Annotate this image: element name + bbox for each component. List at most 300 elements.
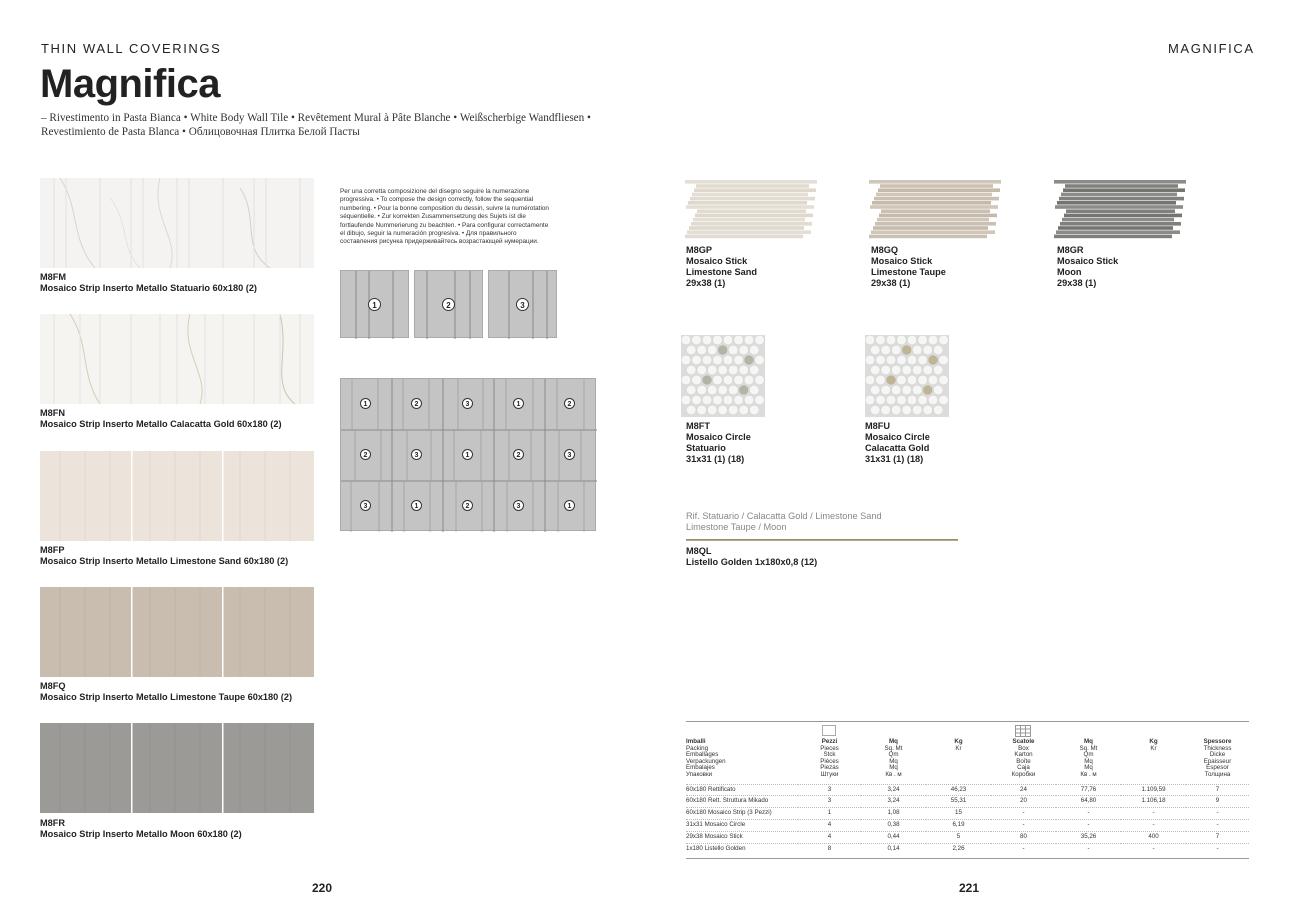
instruction-line: séquentielle. • Zur korrekten Zusammensetzung des Sujets ist die <box>340 213 526 221</box>
circle-chip <box>870 385 880 395</box>
header-packing: Imballi Packing Emballages Verpackungen Embalajes Упаковки <box>686 738 726 778</box>
circle-chip <box>939 395 949 405</box>
circle-chip <box>891 365 901 375</box>
circle-chip <box>881 405 891 415</box>
instruction-line: numbering. • Pour la bonne composition du dessin, suivre la numérotation <box>340 204 549 212</box>
circle-chip <box>865 335 875 345</box>
circle-chip <box>928 335 938 345</box>
grid-number: 3 <box>564 449 575 460</box>
circle-chip <box>718 365 728 375</box>
limestone-sand-strip-image <box>40 451 314 541</box>
table-cell: 2,26 <box>926 843 991 854</box>
grid-number: 2 <box>360 449 371 460</box>
mosaic-circle-image <box>681 335 765 417</box>
circle-chip <box>713 335 723 345</box>
table-cell: - <box>991 819 1056 831</box>
circle-chip <box>692 375 702 385</box>
circle-chip <box>912 405 922 415</box>
circle-chip <box>749 385 759 395</box>
product-line: Limestone Sand <box>686 267 757 277</box>
circle-chip <box>713 375 723 385</box>
circle-chip <box>912 345 922 355</box>
moon-strip-image <box>40 723 314 813</box>
circle-chip <box>697 385 707 395</box>
sequence-diagram-top <box>340 270 557 338</box>
grid-number: 3 <box>411 449 422 460</box>
circle-chip <box>739 385 749 395</box>
stick-strip <box>874 197 999 201</box>
stick-strip <box>696 184 809 188</box>
circle-chip <box>912 365 922 375</box>
product-line: Mosaico Circle <box>865 432 930 442</box>
table-cell: 4 <box>798 831 861 843</box>
grid-number: 2 <box>513 449 524 460</box>
instruction-line: составления рисунка придерживайтесь возрастающей нумерации. <box>340 238 539 246</box>
calacatta-strip-image <box>40 314 314 404</box>
circle-chip <box>897 375 907 385</box>
circle-chip <box>939 355 949 365</box>
instruction-line: progressiva. • To compose the design correctly, follow the sequential <box>340 196 534 204</box>
circle-chip <box>707 385 717 395</box>
circle-chip <box>912 385 922 395</box>
stick-strip <box>692 193 808 197</box>
circle-chip <box>681 395 691 405</box>
circle-chip <box>734 355 744 365</box>
circle-chip <box>692 395 702 405</box>
grid-number: 1 <box>462 449 473 460</box>
circle-chip <box>718 405 728 415</box>
circle-chip <box>876 355 886 365</box>
table-cell: 46,23 <box>926 784 991 796</box>
table-cell: 31x31 Mosaico Circle <box>686 819 798 831</box>
product-line: Limestone Taupe <box>871 267 946 277</box>
header-pieces: Pezzi Pieces Stck Pièces Piezas Штуки <box>820 738 839 778</box>
circle-chip <box>755 355 765 365</box>
subtitle <box>41 111 641 139</box>
circle-chip <box>902 365 912 375</box>
table-row <box>686 796 1249 808</box>
product-code: M8FR <box>40 818 66 828</box>
product-name: Mosaico Strip Inserto Metallo Moon 60x180 (2) <box>40 829 242 839</box>
circle-chip <box>918 335 928 345</box>
circle-chip <box>918 375 928 385</box>
circle-chip <box>897 395 907 405</box>
mosaic-circle-image <box>865 335 949 417</box>
circle-chip <box>755 375 765 385</box>
header-sqm: Mq Sq. Mt Qm Mq Mq Кв . м <box>884 738 903 778</box>
header-kg-box: Kg Kr <box>1149 738 1158 752</box>
circle-chip <box>881 345 891 355</box>
circle-chip <box>876 395 886 405</box>
product-image-m8fp <box>40 451 314 541</box>
table-cell: 1,08 <box>861 808 926 820</box>
table-cell: - <box>1056 819 1121 831</box>
brand-header: MAGNIFICA <box>1168 41 1255 56</box>
circle-chip <box>923 345 933 355</box>
table-cell: 3 <box>798 784 861 796</box>
product-image-m8fn <box>40 314 314 404</box>
statuario-strip-image <box>40 178 314 268</box>
table-cell: 7 <box>1186 784 1249 796</box>
stick-strip <box>1059 197 1184 201</box>
page-number-right: 221 <box>959 881 980 895</box>
circle-chip <box>886 375 896 385</box>
table-cell: 3 <box>798 796 861 808</box>
product-line: Moon <box>1057 267 1082 277</box>
table-top-rule <box>686 721 1249 722</box>
table-cell: - <box>1186 819 1249 831</box>
stick-strip <box>878 188 1000 192</box>
stick-strip <box>875 222 996 226</box>
table-cell: 35,26 <box>1056 831 1121 843</box>
grid-number: 1 <box>411 500 422 511</box>
circle-chip <box>702 375 712 385</box>
circle-chip <box>902 405 912 415</box>
table-cell: 24 <box>991 784 1056 796</box>
circle-chip <box>702 355 712 365</box>
page-title: Magnifica <box>40 62 220 106</box>
table-cell: 1x180 Listello Golden <box>686 843 798 854</box>
stick-strip <box>869 235 987 239</box>
grid-number: 3 <box>360 500 371 511</box>
stick-strip <box>1065 184 1178 188</box>
listello-golden-bar <box>686 539 958 541</box>
circle-chip <box>707 345 717 355</box>
table-cell: 77,76 <box>1056 784 1121 796</box>
circle-chip <box>886 395 896 405</box>
header-sqm-box: Mq Sq. Mt Qm Mq Mq Кв . м <box>1079 738 1098 778</box>
stick-strip <box>685 180 817 184</box>
product-image-m8fr <box>40 723 314 813</box>
product-code: M8FU <box>865 421 891 431</box>
circle-chip <box>734 395 744 405</box>
circle-chip <box>686 405 696 415</box>
stick-strip <box>686 205 814 209</box>
stick-strip <box>1055 205 1183 209</box>
table-cell: 20 <box>991 796 1056 808</box>
circle-chip <box>728 365 738 375</box>
product-code: M8GR <box>1057 245 1084 255</box>
table-cell: 80 <box>991 831 1056 843</box>
table-cell: 7 <box>1186 831 1249 843</box>
product-line: Statuario <box>686 443 726 453</box>
stick-strip <box>876 193 992 197</box>
product-line: 31x31 (1) (18) <box>686 454 745 464</box>
circle-chip <box>755 395 765 405</box>
circle-chip <box>865 395 875 405</box>
product-line: 29x38 (1) <box>871 278 911 288</box>
circle-chip <box>728 405 738 415</box>
stick-strip <box>873 226 988 230</box>
table-cell: 0,44 <box>861 831 926 843</box>
stick-image-m8gq <box>865 176 1005 242</box>
circle-chip <box>681 375 691 385</box>
circle-chip <box>739 345 749 355</box>
product-code: M8GP <box>686 245 713 255</box>
limestone-taupe-strip-image <box>40 587 314 677</box>
product-code: M8FQ <box>40 681 66 691</box>
circle-chip <box>891 345 901 355</box>
table-cell: - <box>1186 843 1249 854</box>
stick-strip <box>869 180 1001 184</box>
circle-chip <box>918 355 928 365</box>
table-cell: 0,38 <box>861 819 926 831</box>
circle-chip <box>902 345 912 355</box>
product-line: 29x38 (1) <box>1057 278 1097 288</box>
piece-icon <box>822 725 836 736</box>
product-line: 29x38 (1) <box>686 278 726 288</box>
circle-chip <box>891 385 901 395</box>
table-cell: 8 <box>798 843 861 854</box>
header-kg: Kg Kr <box>954 738 963 752</box>
stick-strip <box>870 205 998 209</box>
product-code: M8QL <box>686 546 712 556</box>
table-cell: - <box>1121 819 1186 831</box>
product-line: Calacatta Gold <box>865 443 930 453</box>
circle-chip <box>697 365 707 375</box>
circle-chip <box>891 405 901 415</box>
product-line: Mosaico Stick <box>686 256 748 266</box>
stick-strip <box>871 230 995 234</box>
subtitle-line-1: – Rivestimento in Pasta Bianca • White Body Wall Tile • Revêtement Mural à Pâte Blanche • Weißscherbige Wandfliesen • <box>41 112 591 124</box>
stick-strip <box>872 201 991 205</box>
section-kicker: THIN WALL COVERINGS <box>41 41 222 56</box>
stick-strip <box>881 209 990 213</box>
packing-table <box>686 739 1249 854</box>
circle-chip <box>755 335 765 345</box>
listello-reference: Limestone Taupe / Moon <box>686 522 787 532</box>
stick-strip <box>691 222 812 226</box>
circle-chip <box>734 375 744 385</box>
table-cell: 400 <box>1121 831 1186 843</box>
circle-chip <box>907 375 917 385</box>
stick-strip <box>697 209 806 213</box>
circle-chip <box>686 385 696 395</box>
circle-chip <box>933 345 943 355</box>
stick-strip <box>693 218 805 222</box>
product-code: M8FN <box>40 408 66 418</box>
circle-chip <box>928 375 938 385</box>
circle-chip <box>744 355 754 365</box>
product-code: M8GQ <box>871 245 899 255</box>
circle-chip <box>939 335 949 345</box>
stick-strip <box>685 235 803 239</box>
circle-chip <box>702 335 712 345</box>
product-code: M8FT <box>686 421 710 431</box>
table-bottom-rule <box>686 858 1249 859</box>
circle-chip <box>897 335 907 345</box>
table-row <box>686 819 1249 831</box>
sequence-piece <box>340 270 409 338</box>
circle-chip <box>686 365 696 375</box>
table-cell: - <box>1056 843 1121 854</box>
circle-chip <box>881 365 891 375</box>
table-cell: 3,24 <box>861 796 926 808</box>
stick-strip <box>1060 222 1181 226</box>
stick-strip <box>877 218 989 222</box>
stick-image-m8gr <box>1050 176 1190 242</box>
circle-chip <box>707 365 717 375</box>
circle-chip <box>702 395 712 405</box>
circle-chip <box>744 375 754 385</box>
table-cell: - <box>991 808 1056 820</box>
table-header <box>686 739 1249 779</box>
product-image-m8fm <box>40 178 314 268</box>
circle-chip <box>876 375 886 385</box>
circle-chip <box>933 405 943 415</box>
circle-chip <box>739 405 749 415</box>
circle-chip <box>749 405 759 415</box>
product-line: Mosaico Stick <box>1057 256 1119 266</box>
grid-number: 1 <box>513 398 524 409</box>
grid-number: 2 <box>462 500 473 511</box>
table-cell: 15 <box>926 808 991 820</box>
stick-strip <box>688 201 807 205</box>
circle-chip <box>713 355 723 365</box>
circle-chip <box>728 385 738 395</box>
stick-strip <box>1056 230 1180 234</box>
circle-chip <box>723 335 733 345</box>
product-image-m8fq <box>40 587 314 677</box>
circle-chip <box>876 335 886 345</box>
circle-chip <box>697 405 707 415</box>
stick-strip <box>1062 218 1174 222</box>
circle-chip <box>923 365 933 375</box>
circle-image-m8fu <box>865 335 949 417</box>
circle-chip <box>870 365 880 375</box>
stick-strip <box>1054 235 1172 239</box>
circle-chip <box>734 335 744 345</box>
table-cell: 1.106,18 <box>1121 796 1186 808</box>
stick-strip <box>1066 209 1175 213</box>
stick-image-m8gp <box>681 176 821 242</box>
stick-strip <box>694 188 816 192</box>
instruction-line: el dibujo, seguir la numeración progresiva. • Для правильного <box>340 230 517 238</box>
circle-chip <box>897 355 907 365</box>
table-cell: 3,24 <box>861 784 926 796</box>
circle-chip <box>886 335 896 345</box>
composition-instructions <box>340 188 580 247</box>
table-cell: 6,19 <box>926 819 991 831</box>
table-cell: 0,14 <box>861 843 926 854</box>
header-thickness: Spessore Thickness Dicke Epaisseur Espesor Толщина <box>1203 738 1232 778</box>
circle-chip <box>865 355 875 365</box>
circle-chip <box>686 345 696 355</box>
stick-strip <box>880 184 993 188</box>
product-code: M8FP <box>40 545 65 555</box>
mosaic-stick-image <box>681 176 821 242</box>
table-row <box>686 831 1249 843</box>
circle-chip <box>933 385 943 395</box>
product-code: M8FM <box>40 272 67 282</box>
grid-number: 3 <box>513 500 524 511</box>
circle-chip <box>907 335 917 345</box>
circle-chip <box>697 345 707 355</box>
sequence-number: 1 <box>368 298 381 311</box>
circle-image-m8ft <box>681 335 765 417</box>
stick-strip <box>690 197 815 201</box>
circle-chip <box>923 385 933 395</box>
table-cell: 60x180 Rettificato <box>686 784 798 796</box>
circle-chip <box>923 405 933 415</box>
circle-chip <box>713 395 723 405</box>
table-row <box>686 843 1249 854</box>
circle-chip <box>718 385 728 395</box>
mosaic-stick-image <box>1050 176 1190 242</box>
table-cell: - <box>1121 843 1186 854</box>
circle-chip <box>749 365 759 375</box>
circle-chip <box>744 335 754 345</box>
circle-chip <box>692 355 702 365</box>
circle-chip <box>902 385 912 395</box>
circle-chip <box>933 365 943 375</box>
instruction-line: fortlaufende Nummerierung zu beachten. • Para configurar correctamente <box>340 221 549 229</box>
sequence-number: 2 <box>442 298 455 311</box>
circle-chip <box>744 395 754 405</box>
table-cell: - <box>991 843 1056 854</box>
table-cell: - <box>1121 808 1186 820</box>
circle-chip <box>692 335 702 345</box>
subtitle-line-2: Revestimiento de Pasta Blanca • Облицовочная Плитка Белой Пасты <box>41 126 360 138</box>
grid-number: 1 <box>360 398 371 409</box>
circle-chip <box>870 345 880 355</box>
grid-number: 2 <box>411 398 422 409</box>
table-cell: 55,31 <box>926 796 991 808</box>
instruction-line: Per una corretta composizione del disegno seguire la numerazione <box>340 188 530 195</box>
circle-chip <box>918 395 928 405</box>
circle-chip <box>870 405 880 415</box>
circle-chip <box>928 355 938 365</box>
circle-chip <box>907 395 917 405</box>
circle-chip <box>707 405 717 415</box>
product-name: Mosaico Strip Inserto Metallo Statuario 60x180 (2) <box>40 283 257 293</box>
table-cell: 1 <box>798 808 861 820</box>
grid-number: 2 <box>564 398 575 409</box>
circle-chip <box>881 385 891 395</box>
circle-chip <box>907 355 917 365</box>
stick-strip <box>1057 201 1176 205</box>
circle-chip <box>739 365 749 375</box>
circle-chip <box>939 375 949 385</box>
product-name: Mosaico Strip Inserto Metallo Limestone Sand 60x180 (2) <box>40 556 289 566</box>
table-row <box>686 784 1249 796</box>
sequence-number: 3 <box>516 298 529 311</box>
grid-number: 3 <box>462 398 473 409</box>
stick-strip <box>1063 188 1185 192</box>
circle-chip <box>928 395 938 405</box>
listello-reference: Rif. Statuario / Calacatta Gold / Limestone Sand <box>686 511 882 521</box>
product-line: Mosaico Stick <box>871 256 933 266</box>
table-cell: - <box>1056 808 1121 820</box>
page-number-left: 220 <box>312 881 333 895</box>
sequence-piece <box>488 270 557 338</box>
table-row <box>686 808 1249 820</box>
product-name: Mosaico Strip Inserto Metallo Calacatta Gold 60x180 (2) <box>40 419 282 429</box>
table-cell: 4 <box>798 819 861 831</box>
stick-strip <box>1064 214 1182 218</box>
circle-chip <box>723 375 733 385</box>
product-name: Listello Golden 1x180x0,8 (12) <box>686 557 818 567</box>
table-cell: 9 <box>1186 796 1249 808</box>
table-cell: 60x180 Mosaico Strip (3 Pezzi) <box>686 808 798 820</box>
table-cell: - <box>1186 808 1249 820</box>
sequence-diagram-grid <box>340 378 596 531</box>
product-name: Mosaico Strip Inserto Metallo Limestone Taupe 60x180 (2) <box>40 692 293 702</box>
sequence-piece <box>414 270 483 338</box>
product-line: 31x31 (1) (18) <box>865 454 924 464</box>
stick-strip <box>1054 180 1186 184</box>
circle-chip <box>886 355 896 365</box>
